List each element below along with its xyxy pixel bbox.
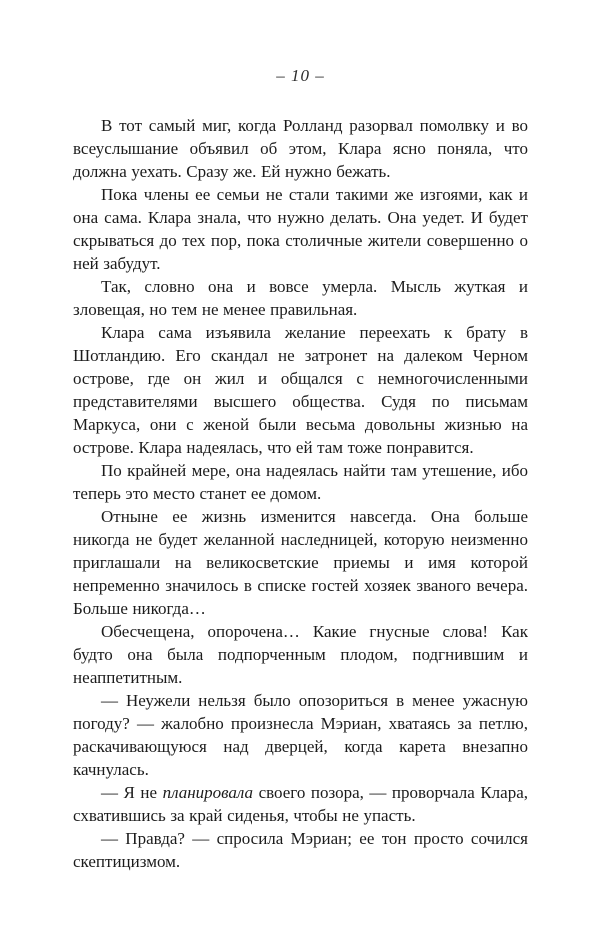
- paragraph-6: Отныне ее жизнь изменится навсегда. Она больше никогда не будет желанной наследницей, которую неизменно приглашали на великосветские приемы и имя которой непременно значилось в списке гостей хозяек званого вечера. Больше никогда…: [73, 507, 528, 618]
- paragraph-9-run-1: — Я не: [101, 783, 163, 802]
- paragraph-3: Так, словно она и вовсе умерла. Мысль жуткая и зловещая, но тем не менее правильная.: [73, 277, 528, 319]
- paragraph-7: Обесчещена, опорочена… Какие гнусные слова! Как будто она была подпорченным плодом, подгнившим и неаппетитным.: [73, 622, 528, 687]
- paragraph-4: Клара сама изъявила желание переехать к брату в Шотландию. Его скандал не затронет на далеком Черном острове, где он жил и общался с немногочисленными представителями высшего общества. Судя по письмам Маркуса, они с женой были весьма довольны жизнью на острове. Клара надеялась, что ей там тоже понравится.: [73, 323, 528, 457]
- paragraph-9: [73, 781, 528, 827]
- paragraph-1: В тот самый миг, когда Ролланд разорвал помолвку и во всеуслышание объявил об этом, Клара ясно поняла, что должна уехать. Сразу же. Ей нужно бежать.: [73, 116, 528, 181]
- page-text: [73, 114, 528, 873]
- paragraph-8: — Неужели нельзя было опозориться в менее ужасную погоду? — жалобно произнесла Мэриан, хватаясь за петлю, раскачивающуюся над дверцей, когда карета внезапно качнулась.: [73, 691, 528, 779]
- paragraph-5: По крайней мере, она надеялась найти там утешение, ибо теперь это место станет ее домом.: [73, 461, 528, 503]
- paragraph-2: Пока члены ее семьи не стали такими же изгоями, как и она сама. Клара знала, что нужно делать. Она уедет. И будет скрываться до тех пор, пока столичные жители совершенно о ней забудут.: [73, 185, 528, 273]
- page-number: – 10 –: [276, 66, 325, 85]
- paragraph-10: — Правда? — спросила Мэриан; ее тон просто сочился скептицизмом.: [73, 829, 528, 871]
- paragraph-9-run-2-italic: планировала: [162, 783, 254, 802]
- paragraph-9-run-3: своего позора, — проворчала Клара, схватившись за край сиденья, чтобы не упасть.: [73, 783, 528, 825]
